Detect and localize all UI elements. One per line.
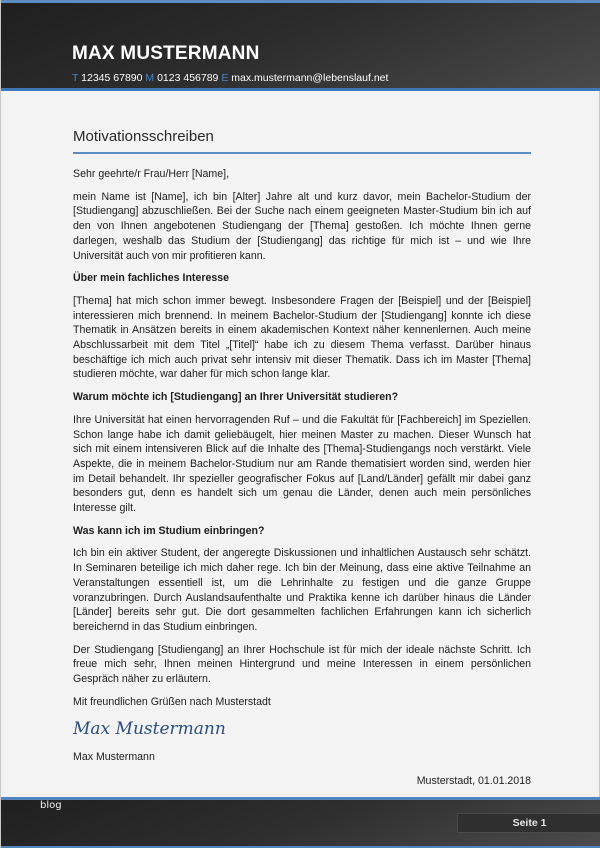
- place-date: Musterstadt, 01.01.2018: [416, 775, 531, 788]
- mobile-label: M: [145, 72, 155, 84]
- page-number: Seite 1: [457, 813, 600, 833]
- email-address: max.mustermann@lebenslauf.net: [231, 72, 389, 84]
- handwritten-signature: Max Mustermann: [73, 718, 226, 739]
- blog-watermark: blog: [40, 800, 62, 811]
- footer-banner: [1, 797, 600, 848]
- phone-number: 12345 67890: [81, 72, 143, 84]
- intro-paragraph: mein Name ist [Name], ich bin [Alter] Jahre alt und kurz davor, mein Bachelor-Studium der [Studiengang] abzuschließen. Bei der Suche nach einem geeigneten Master-Studium bin ich auf den von Ihnen angebotenen Studiengang der [Thema] gestoßen. Ich möchte Ihnen gerne darlegen, weshalb das Studium der [Studiengang] das richtige für mich ist – und wie Ihre Universität auch von mir profitieren kann.: [73, 190, 531, 262]
- greeting: Mit freundlichen Grüßen nach Musterstadt: [73, 695, 271, 708]
- mobile-number: 0123 456789: [157, 72, 219, 84]
- section-heading-why-university: Warum möchte ich [Studiengang] an Ihrer Universität studieren?: [73, 391, 399, 404]
- section-heading-interest: Über mein fachliches Interesse: [73, 272, 230, 285]
- salutation: Sehr geehrte/r Frau/Herr [Name],: [73, 168, 230, 180]
- email-label: E: [221, 72, 229, 84]
- header-banner: [1, 0, 600, 91]
- phone-label: T: [72, 72, 79, 84]
- signer-name: Max Mustermann: [73, 750, 155, 763]
- section-heading-contribution: Was kann ich im Studium einbringen?: [73, 524, 265, 537]
- letter-body: [73, 128, 531, 789]
- applicant-name: MAX MUSTERMANN: [72, 43, 260, 64]
- contact-line: [72, 72, 388, 84]
- section-text-interest: [Thema] hat mich schon immer bewegt. Insbesondere Fragen der [Beispiel] und der [Beispiel] interessieren mich brennend. In meinem Bachelor-Studium der [Studiengang] konnte ich diese Thematik in Ansätzen bereits in einem akademischen Kontext näher kennenlernen. Auch meine Abschlussarbeit mit dem Titel „[Titel]“ habe ich zu diesem Thema verfasst. Darüber hinaus beschäftige ich mich auch privat sehr intensiv mit dieser Thematik. Dass ich im Master [Thema] studieren möchte, war daher für mich schon lange klar.: [73, 294, 531, 381]
- section-text-contribution: Ich bin ein aktiver Student, der angeregte Diskussionen und inhaltlichen Austausch sehr schätzt. In Seminaren beteilige ich mich daher rege. Ich bin der Meinung, dass eine aktive Teilnahme an Veranstaltungen essentiell ist, um die Lehrinhalte zu festigen und die ganze Gruppe voranzubringen. Durch Auslandsaufenthalte und Praktika kenne ich darüber hinaus die Länder [Länder] bereits sehr gut. Die dort gesammelten fachlichen Erfahrungen kann ich sicherlich bereichernd in das Studium einbringen.: [73, 547, 531, 633]
- letter-title: Motivationsschreiben: [73, 128, 531, 154]
- closing-paragraph: Der Studiengang [Studiengang] an Ihrer Hochschule ist für mich der ideale nächste Schritt. Ich freue mich sehr, Ihnen meinen Hintergrund und meine Interessen in einem persönlichen Gespräch näher zu erläutern.: [73, 643, 531, 686]
- section-text-why-university: Ihre Universität hat einen hervorragenden Ruf – und die Fakultät für [Fachbereich] im Speziellen. Schon lange habe ich damit geliebäugelt, hier meinen Master zu machen. Dieser Wunsch hat sich mit einem intensiveren Blick auf die Inhalte des [Thema]-Studiengangs noch verstärkt. Viele Aspekte, die in meinem Bachelor-Studium nur am Rande thematisiert worden sind, werden hier im Detail behandelt. Ihr spezieller geografischer Fokus auf [Land/Länder] gefällt mir dabei ganz besonders gut, denn es handelt sich um genau die Länder, denen auch mein persönliches Interesse gilt.: [73, 413, 531, 515]
